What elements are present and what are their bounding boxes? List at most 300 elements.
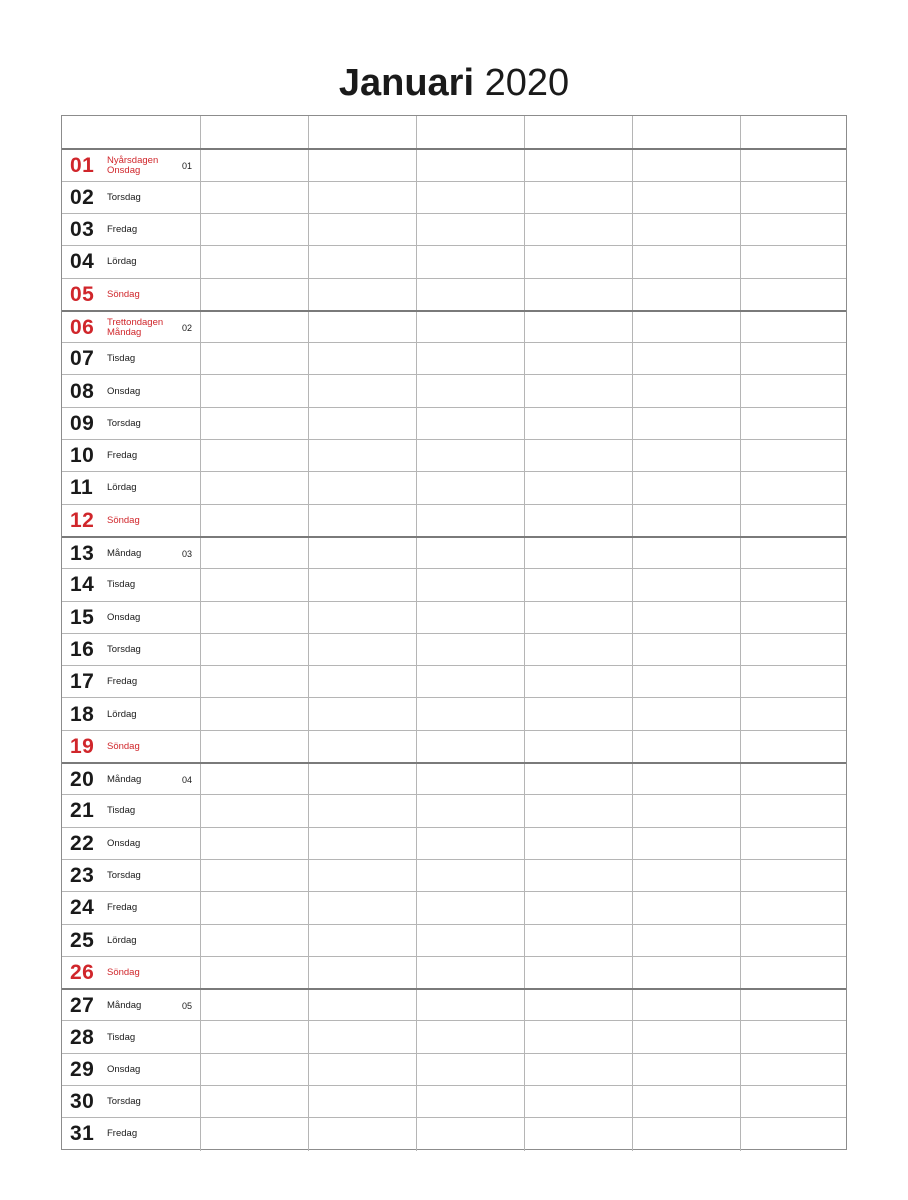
day-info xyxy=(107,1118,187,1150)
note-cell[interactable] xyxy=(308,538,417,570)
day-info xyxy=(107,279,187,311)
page-title xyxy=(0,58,908,108)
note-cell[interactable] xyxy=(524,440,633,472)
note-cell[interactable] xyxy=(308,116,417,148)
note-cell[interactable] xyxy=(524,214,633,246)
note-cell[interactable] xyxy=(632,472,741,504)
day-number: 20 xyxy=(70,768,95,792)
day-row xyxy=(62,601,846,634)
note-cell[interactable] xyxy=(632,375,741,407)
header-row xyxy=(62,116,846,148)
note-cell[interactable] xyxy=(740,472,847,504)
note-cell[interactable] xyxy=(308,214,417,246)
day-number: 15 xyxy=(70,605,95,629)
weekday-name: Tisdag xyxy=(107,1031,136,1043)
note-cell[interactable] xyxy=(740,1086,847,1118)
day-cell xyxy=(62,538,200,570)
note-cell[interactable] xyxy=(308,1086,417,1118)
note-cell[interactable] xyxy=(740,666,847,698)
weekday-name: Måndag xyxy=(107,1000,142,1012)
day-number: 17 xyxy=(70,670,95,694)
note-cell[interactable] xyxy=(416,472,525,504)
note-cell[interactable] xyxy=(740,150,847,182)
note-cell[interactable] xyxy=(416,1086,525,1118)
week-number: 02 xyxy=(181,322,192,333)
note-cell[interactable] xyxy=(416,440,525,472)
note-cell[interactable] xyxy=(308,408,417,440)
note-cell[interactable] xyxy=(308,343,417,375)
day-row xyxy=(62,504,846,537)
note-cell[interactable] xyxy=(200,538,309,570)
day-number: 19 xyxy=(70,734,95,758)
day-row xyxy=(62,697,846,730)
note-cell[interactable] xyxy=(524,1086,633,1118)
note-cell[interactable] xyxy=(524,666,633,698)
note-cell[interactable] xyxy=(524,764,633,796)
note-cell[interactable] xyxy=(632,764,741,796)
weekday-name: Tisdag xyxy=(107,353,136,365)
note-cell[interactable] xyxy=(416,343,525,375)
note-cell[interactable] xyxy=(200,150,309,182)
note-cell[interactable] xyxy=(524,343,633,375)
day-cell xyxy=(62,634,200,666)
day-row xyxy=(62,1020,846,1053)
note-cell[interactable] xyxy=(416,1118,525,1150)
note-cell[interactable] xyxy=(740,214,847,246)
note-cell[interactable] xyxy=(632,731,741,763)
note-cell[interactable] xyxy=(416,279,525,311)
note-cell[interactable] xyxy=(740,182,847,214)
note-cell[interactable] xyxy=(308,182,417,214)
note-cell[interactable] xyxy=(524,1021,633,1053)
note-cell[interactable] xyxy=(200,1086,309,1118)
note-cell[interactable] xyxy=(200,1118,309,1150)
note-cell[interactable] xyxy=(632,214,741,246)
note-cell[interactable] xyxy=(740,925,847,957)
note-cell[interactable] xyxy=(308,634,417,666)
day-cell xyxy=(62,343,200,375)
day-number: 26 xyxy=(70,960,95,984)
day-number: 25 xyxy=(70,928,95,952)
note-cell[interactable] xyxy=(524,925,633,957)
day-cell xyxy=(62,569,200,601)
note-cell[interactable] xyxy=(308,279,417,311)
day-cell xyxy=(62,666,200,698)
note-cell[interactable] xyxy=(416,666,525,698)
day-cell xyxy=(62,150,200,182)
weekday-name: Torsdag xyxy=(107,191,141,203)
note-cell[interactable] xyxy=(632,408,741,440)
note-cell[interactable] xyxy=(308,1118,417,1150)
note-cell[interactable] xyxy=(524,1054,633,1086)
note-cell[interactable] xyxy=(632,279,741,311)
note-cell[interactable] xyxy=(200,634,309,666)
day-number: 18 xyxy=(70,702,95,726)
note-cell[interactable] xyxy=(740,795,847,827)
day-number: 27 xyxy=(70,994,95,1018)
note-cell[interactable] xyxy=(308,925,417,957)
day-cell xyxy=(62,408,200,440)
weekday-name: Lördag xyxy=(107,256,137,268)
note-cell[interactable] xyxy=(740,440,847,472)
day-row xyxy=(62,956,846,989)
note-cell[interactable] xyxy=(308,569,417,601)
day-cell xyxy=(62,214,200,246)
note-cell[interactable] xyxy=(200,343,309,375)
note-cell[interactable] xyxy=(416,408,525,440)
note-cell[interactable] xyxy=(740,731,847,763)
note-cell[interactable] xyxy=(740,505,847,537)
note-cell[interactable] xyxy=(632,1086,741,1118)
day-row xyxy=(62,730,846,763)
weekday-name: Torsdag xyxy=(107,1096,141,1108)
note-cell[interactable] xyxy=(632,666,741,698)
day-info xyxy=(107,860,187,892)
day-row xyxy=(62,439,846,472)
note-cell[interactable] xyxy=(524,375,633,407)
note-cell[interactable] xyxy=(524,860,633,892)
day-cell xyxy=(62,892,200,924)
weekday-name: Fredag xyxy=(107,676,138,688)
note-cell[interactable] xyxy=(416,150,525,182)
note-cell[interactable] xyxy=(740,860,847,892)
note-cell[interactable] xyxy=(524,472,633,504)
day-info xyxy=(107,375,187,407)
day-info xyxy=(107,795,187,827)
day-info xyxy=(107,1021,187,1053)
note-cell[interactable] xyxy=(740,602,847,634)
note-cell[interactable] xyxy=(308,860,417,892)
note-cell[interactable] xyxy=(632,246,741,278)
note-cell[interactable] xyxy=(416,892,525,924)
weekday-name: Onsdag xyxy=(107,611,141,623)
note-cell[interactable] xyxy=(200,698,309,730)
day-info xyxy=(107,731,187,763)
day-cell xyxy=(62,312,200,344)
note-cell[interactable] xyxy=(524,990,633,1022)
day-row xyxy=(62,181,846,214)
note-cell[interactable] xyxy=(308,764,417,796)
note-cell[interactable] xyxy=(308,472,417,504)
weekday-name: Torsdag xyxy=(107,417,141,429)
note-cell[interactable] xyxy=(416,1054,525,1086)
note-cell[interactable] xyxy=(200,214,309,246)
note-cell[interactable] xyxy=(740,569,847,601)
week-number: 04 xyxy=(181,775,192,786)
note-cell[interactable] xyxy=(632,116,741,148)
note-cell[interactable] xyxy=(416,957,525,989)
note-cell[interactable] xyxy=(524,634,633,666)
note-cell[interactable] xyxy=(200,666,309,698)
note-cell[interactable] xyxy=(200,957,309,989)
note-cell[interactable] xyxy=(632,828,741,860)
note-cell[interactable] xyxy=(632,698,741,730)
note-cell[interactable] xyxy=(200,440,309,472)
note-cell[interactable] xyxy=(416,375,525,407)
day-number: 02 xyxy=(70,185,95,209)
note-cell[interactable] xyxy=(416,764,525,796)
note-cell[interactable] xyxy=(308,246,417,278)
day-row xyxy=(62,891,846,924)
day-info xyxy=(107,343,187,375)
day-cell xyxy=(62,246,200,278)
day-cell xyxy=(62,957,200,989)
note-cell[interactable] xyxy=(308,312,417,344)
note-cell[interactable] xyxy=(200,892,309,924)
weekday-name: Lördag xyxy=(107,934,137,946)
day-cell xyxy=(62,698,200,730)
note-cell[interactable] xyxy=(632,1021,741,1053)
day-row xyxy=(62,762,846,796)
note-cell[interactable] xyxy=(308,698,417,730)
note-cell[interactable] xyxy=(740,892,847,924)
note-cell[interactable] xyxy=(632,634,741,666)
note-cell[interactable] xyxy=(416,538,525,570)
day-number: 03 xyxy=(70,218,95,242)
note-cell[interactable] xyxy=(416,116,525,148)
note-cell[interactable] xyxy=(740,1118,847,1150)
note-cell[interactable] xyxy=(632,602,741,634)
note-cell[interactable] xyxy=(416,925,525,957)
note-cell[interactable] xyxy=(740,1021,847,1053)
day-row xyxy=(62,794,846,827)
note-cell[interactable] xyxy=(740,116,847,148)
note-cell[interactable] xyxy=(632,957,741,989)
note-cell[interactable] xyxy=(740,990,847,1022)
weekday-name: Onsdag xyxy=(107,837,141,849)
note-cell[interactable] xyxy=(308,440,417,472)
note-cell[interactable] xyxy=(308,1021,417,1053)
day-info xyxy=(107,828,187,860)
note-cell[interactable] xyxy=(200,990,309,1022)
day-row xyxy=(62,924,846,957)
note-cell[interactable] xyxy=(632,150,741,182)
note-cell[interactable] xyxy=(200,731,309,763)
day-info xyxy=(107,150,187,182)
note-cell[interactable] xyxy=(308,957,417,989)
day-row xyxy=(62,148,846,182)
note-cell[interactable] xyxy=(632,440,741,472)
day-info xyxy=(107,634,187,666)
day-row xyxy=(62,213,846,246)
note-cell[interactable] xyxy=(524,602,633,634)
note-cell[interactable] xyxy=(308,795,417,827)
note-cell[interactable] xyxy=(200,246,309,278)
note-cell[interactable] xyxy=(416,795,525,827)
day-info xyxy=(107,698,187,730)
day-info xyxy=(107,214,187,246)
note-cell[interactable] xyxy=(524,957,633,989)
note-cell[interactable] xyxy=(524,246,633,278)
week-number: 03 xyxy=(181,549,192,560)
note-cell[interactable] xyxy=(740,246,847,278)
day-number: 08 xyxy=(70,379,95,403)
note-cell[interactable] xyxy=(632,505,741,537)
note-cell[interactable] xyxy=(524,1118,633,1150)
note-cell[interactable] xyxy=(524,731,633,763)
note-cell[interactable] xyxy=(740,698,847,730)
note-cell[interactable] xyxy=(308,990,417,1022)
day-row xyxy=(62,665,846,698)
note-cell[interactable] xyxy=(524,182,633,214)
day-info xyxy=(107,602,187,634)
note-cell[interactable] xyxy=(740,957,847,989)
day-info xyxy=(107,246,187,278)
weekday-name: Fredag xyxy=(107,1128,138,1140)
note-cell[interactable] xyxy=(524,116,633,148)
note-cell[interactable] xyxy=(200,860,309,892)
note-cell[interactable] xyxy=(200,182,309,214)
note-cell[interactable] xyxy=(632,1054,741,1086)
week-number: 01 xyxy=(181,161,192,172)
note-cell[interactable] xyxy=(416,634,525,666)
day-number: 11 xyxy=(70,476,94,500)
note-cell[interactable] xyxy=(308,828,417,860)
note-cell[interactable] xyxy=(740,1054,847,1086)
weekday-name: Tisdag xyxy=(107,805,136,817)
note-cell[interactable] xyxy=(416,569,525,601)
day-number: 10 xyxy=(70,444,95,468)
day-row xyxy=(62,407,846,440)
day-number: 13 xyxy=(70,542,95,566)
note-cell[interactable] xyxy=(416,698,525,730)
note-cell[interactable] xyxy=(416,731,525,763)
note-cell[interactable] xyxy=(416,602,525,634)
note-cell[interactable] xyxy=(632,795,741,827)
note-cell[interactable] xyxy=(416,1021,525,1053)
note-cell[interactable] xyxy=(524,312,633,344)
note-cell[interactable] xyxy=(632,925,741,957)
note-cell[interactable] xyxy=(632,569,741,601)
note-cell[interactable] xyxy=(740,764,847,796)
note-cell[interactable] xyxy=(200,116,309,148)
note-cell[interactable] xyxy=(200,279,309,311)
note-cell[interactable] xyxy=(308,731,417,763)
note-cell[interactable] xyxy=(524,828,633,860)
weekday-name: Lördag xyxy=(107,482,137,494)
note-cell[interactable] xyxy=(200,569,309,601)
weekday-name: Fredag xyxy=(107,224,138,236)
note-cell[interactable] xyxy=(632,990,741,1022)
note-cell[interactable] xyxy=(524,892,633,924)
note-cell[interactable] xyxy=(200,375,309,407)
note-cell[interactable] xyxy=(416,860,525,892)
note-cell[interactable] xyxy=(632,1118,741,1150)
day-row xyxy=(62,278,846,311)
note-cell[interactable] xyxy=(200,312,309,344)
note-cell[interactable] xyxy=(740,375,847,407)
day-info xyxy=(107,182,187,214)
note-cell[interactable] xyxy=(524,698,633,730)
day-number: 01 xyxy=(70,154,95,178)
day-cell xyxy=(62,860,200,892)
day-number: 16 xyxy=(70,637,95,661)
note-cell[interactable] xyxy=(308,602,417,634)
note-cell[interactable] xyxy=(200,505,309,537)
note-cell[interactable] xyxy=(416,828,525,860)
day-number: 24 xyxy=(70,896,95,920)
day-info xyxy=(107,666,187,698)
day-cell xyxy=(62,925,200,957)
note-cell[interactable] xyxy=(200,795,309,827)
day-row xyxy=(62,1085,846,1118)
note-cell[interactable] xyxy=(632,312,741,344)
day-row xyxy=(62,471,846,504)
note-cell[interactable] xyxy=(416,214,525,246)
weekday-name: Söndag xyxy=(107,514,140,526)
weekday-name: Onsdag xyxy=(107,165,141,177)
weekday-name: Söndag xyxy=(107,288,140,300)
note-cell[interactable] xyxy=(200,764,309,796)
note-cell[interactable] xyxy=(200,1021,309,1053)
note-cell[interactable] xyxy=(200,925,309,957)
note-cell[interactable] xyxy=(308,150,417,182)
note-cell[interactable] xyxy=(740,538,847,570)
weekday-name: Måndag xyxy=(107,774,142,786)
note-cell[interactable] xyxy=(200,472,309,504)
note-cell[interactable] xyxy=(308,505,417,537)
day-number: 21 xyxy=(70,799,95,823)
note-cell[interactable] xyxy=(740,279,847,311)
note-cell[interactable] xyxy=(200,1054,309,1086)
day-row xyxy=(62,988,846,1022)
note-cell[interactable] xyxy=(524,505,633,537)
title-year: 2020 xyxy=(484,62,570,104)
note-cell[interactable] xyxy=(524,538,633,570)
note-cell[interactable] xyxy=(632,343,741,375)
note-cell[interactable] xyxy=(740,408,847,440)
day-cell xyxy=(62,1021,200,1053)
note-cell[interactable] xyxy=(632,892,741,924)
note-cell[interactable] xyxy=(740,828,847,860)
note-cell[interactable] xyxy=(200,828,309,860)
note-cell[interactable] xyxy=(524,150,633,182)
note-cell[interactable] xyxy=(524,569,633,601)
weekday-name: Tisdag xyxy=(107,579,136,591)
note-cell[interactable] xyxy=(200,408,309,440)
note-cell[interactable] xyxy=(524,795,633,827)
week-number: 05 xyxy=(181,1001,192,1012)
weekday-name: Fredag xyxy=(107,450,138,462)
day-number: 29 xyxy=(70,1057,95,1081)
note-cell[interactable] xyxy=(200,602,309,634)
note-cell[interactable] xyxy=(740,634,847,666)
note-cell[interactable] xyxy=(416,990,525,1022)
note-cell[interactable] xyxy=(308,666,417,698)
note-cell[interactable] xyxy=(416,246,525,278)
note-cell[interactable] xyxy=(524,408,633,440)
day-cell xyxy=(62,1086,200,1118)
note-cell[interactable] xyxy=(632,860,741,892)
note-cell[interactable] xyxy=(524,279,633,311)
note-cell[interactable] xyxy=(632,538,741,570)
note-cell[interactable] xyxy=(308,375,417,407)
note-cell[interactable] xyxy=(416,505,525,537)
day-cell xyxy=(62,731,200,763)
day-cell xyxy=(62,279,200,311)
day-info xyxy=(107,1054,187,1086)
note-cell[interactable] xyxy=(416,182,525,214)
day-number: 31 xyxy=(70,1122,95,1146)
note-cell[interactable] xyxy=(308,1054,417,1086)
day-row xyxy=(62,310,846,344)
note-cell[interactable] xyxy=(740,343,847,375)
note-cell[interactable] xyxy=(308,892,417,924)
note-cell[interactable] xyxy=(632,182,741,214)
day-info xyxy=(107,925,187,957)
note-cell[interactable] xyxy=(740,312,847,344)
note-cell[interactable] xyxy=(416,312,525,344)
